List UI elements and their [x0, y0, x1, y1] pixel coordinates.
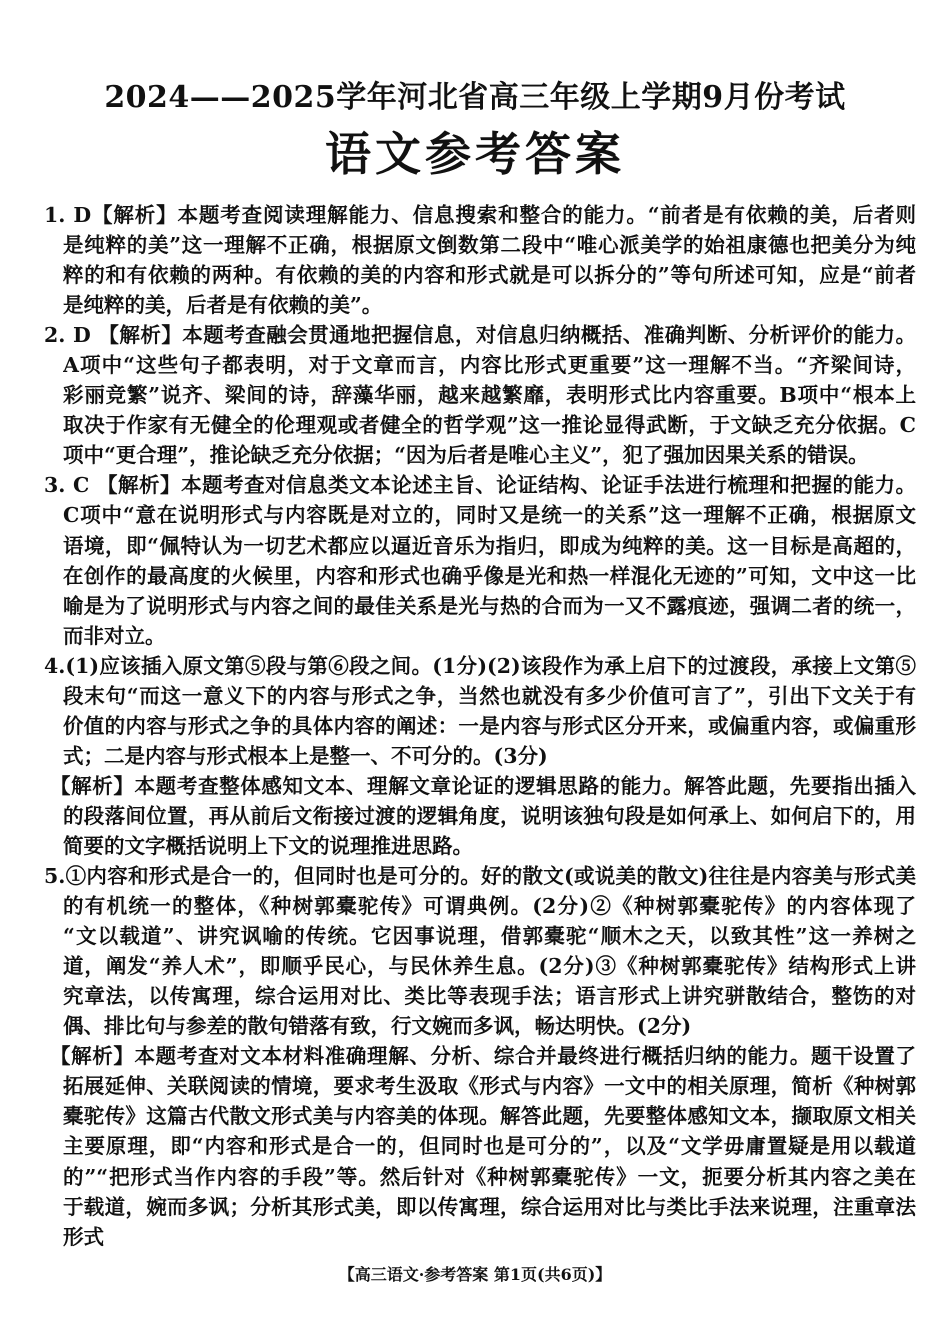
analysis-line: 形式	[63, 1224, 104, 1249]
answer-item	[44, 320, 916, 470]
answer-item	[44, 651, 916, 861]
answer-line: C项中“意在说明形式与内容既是对立的，同时又是统一的关系”这一理解不正确，根据原文	[63, 503, 916, 528]
answer-line: 是纯粹的美”这一理解不正确，根据原文倒数第二段中“唯心派美学的始祖康德也把美分为纯	[63, 233, 916, 258]
answer-line: 1. D【解析】本题考查阅读理解能力、信息搜索和整合的能力。“前者是有依赖的美，后者则	[44, 203, 916, 227]
answer-item	[44, 861, 916, 1252]
analysis-line: 的”“把形式当作内容的手段”等。然后针对《种树郭橐驼传》一文，扼要分析其内容之美在	[63, 1164, 916, 1189]
answer-line: 取决于作家有无健全的伦理观或者健全的哲学观”这一推论显得武断，于文缺乏充分依据。C	[63, 413, 916, 438]
answer-line: 3. C 【解析】本题考查对信息类文本论述主旨、论证结构、论证手法进行梳理和把握的能力。	[44, 473, 916, 498]
answer-line: 4.(1)应该插入原文第⑤段与第⑥段之间。(1分)(2)该段作为承上启下的过渡段，承接上文第⑤	[44, 653, 916, 678]
analysis-line: 的段落间位置，再从前后文衔接过渡的逻辑角度，说明该独句段是如何承上、如何启下的，用	[63, 803, 916, 828]
answer-item	[44, 200, 916, 320]
page-footer: 【高三语文·参考答案 第1页(共6页)】	[338, 1265, 612, 1284]
answer-line: 5.①内容和形式是合一的，但同时也是可分的。好的散文(或说美的散文)往往是内容美与形式美	[44, 864, 916, 889]
answer-line: 项中“更合理”，推论缺乏充分依据；“因为后者是唯心主义”，犯了强加因果关系的错误。	[63, 443, 869, 468]
answer-line: 价值的内容与形式之争的具体内容的阐述：一是内容与形式区分开来，或偏重内容，或偏重形	[63, 713, 916, 738]
answer-line: 道，阐发“养人术”，即顺乎民心，与民休养生息。(2分)③《种树郭橐驼传》结构形式上讲	[63, 954, 916, 979]
answer-line: 2. D 【解析】本题考查融会贯通地把握信息，对信息归纳概括、准确判断、分析评价的能力。	[44, 323, 916, 348]
answer-item	[44, 470, 916, 650]
exam-title: 2024——2025学年河北省高三年级上学期9月份考试	[104, 80, 846, 115]
answer-line: 彩丽竞繁”说齐、梁间的诗，辞藻华丽，越来越繁靡，表明形式比内容重要。B项中“根本上	[63, 383, 916, 408]
answer-line: 段末句“而这一意义下的内容与形式之争，当然也就没有多少价值可言了”，引出下文关于有	[63, 683, 916, 708]
answer-list	[44, 200, 916, 1252]
analysis-line: 简要的文字概括说明上下文的说理推进思路。	[63, 833, 473, 858]
analysis-line: 拓展延伸、关联阅读的情境，要求考生汲取《形式与内容》一文中的相关原理，简析《种树郭	[63, 1074, 916, 1099]
answer-line: 而非对立。	[63, 623, 166, 648]
analysis-line: 橐驼传》这篇古代散文形式美与内容美的体现。解答此题，先要整体感知文本，撷取原文相关	[63, 1104, 916, 1129]
answer-line: 喻是为了说明形式与内容之间的最佳关系是光与热的合而为一又不露痕迹，强调二者的统一，	[63, 593, 916, 618]
answer-line: 在创作的最高度的火候里，内容和形式也确乎像是光和热一样混化无迹的”可知，文中这一比	[63, 563, 916, 588]
analysis-line: 主要原理，即“内容和形式是合一的，但同时也是可分的”，以及“文学毋庸置疑是用以载道	[63, 1134, 916, 1159]
answer-line: 语境，即“佩特认为一切艺术都应以逼近音乐为指归，即成为纯粹的美。这一目标是高超的，	[63, 533, 916, 558]
answer-line: “文以载道”、讲究讽喻的传统。它因事说理，借郭橐驼“顺木之天，以致其性”这一养树之	[63, 924, 916, 949]
document-title: 语文参考答案	[325, 127, 625, 181]
answer-line: 是纯粹的美，后者是有依赖的美”。	[63, 293, 383, 318]
answer-line: 粹的和有依赖的两种。有依赖的美的内容和形式就是可以拆分的”等句所述可知，应是“前者	[63, 263, 916, 288]
answer-line: 的有机统一的整体，《种树郭橐驼传》可谓典例。(2分)②《种树郭橐驼传》的内容体现了	[63, 894, 916, 919]
answer-line: A项中“这些句子都表明，对于文章而言，内容比形式更重要”这一理解不当。“齐梁间诗，	[63, 353, 916, 378]
analysis-line: 【解析】本题考查整体感知文本、理解文章论证的逻辑思路的能力。解答此题，先要指出插入	[50, 773, 916, 798]
analysis-line: 于载道，婉而多讽；分析其形式美，即以传寓理，综合运用对比与类比手法来说理，注重章法	[63, 1194, 916, 1219]
analysis-line: 【解析】本题考查对文本材料准确理解、分析、综合并最终进行概括归纳的能力。题干设置了	[50, 1044, 916, 1069]
answer-line: 偶、排比句与参差的散句错落有致，行文婉而多讽，畅达明快。(2分)	[63, 1014, 692, 1039]
answer-line: 究章法，以传寓理，综合运用对比、类比等表现手法；语言形式上讲究骈散结合，整饬的对	[63, 984, 916, 1009]
answer-line: 式；二是内容与形式根本上是整一、不可分的。(3分)	[63, 743, 548, 768]
